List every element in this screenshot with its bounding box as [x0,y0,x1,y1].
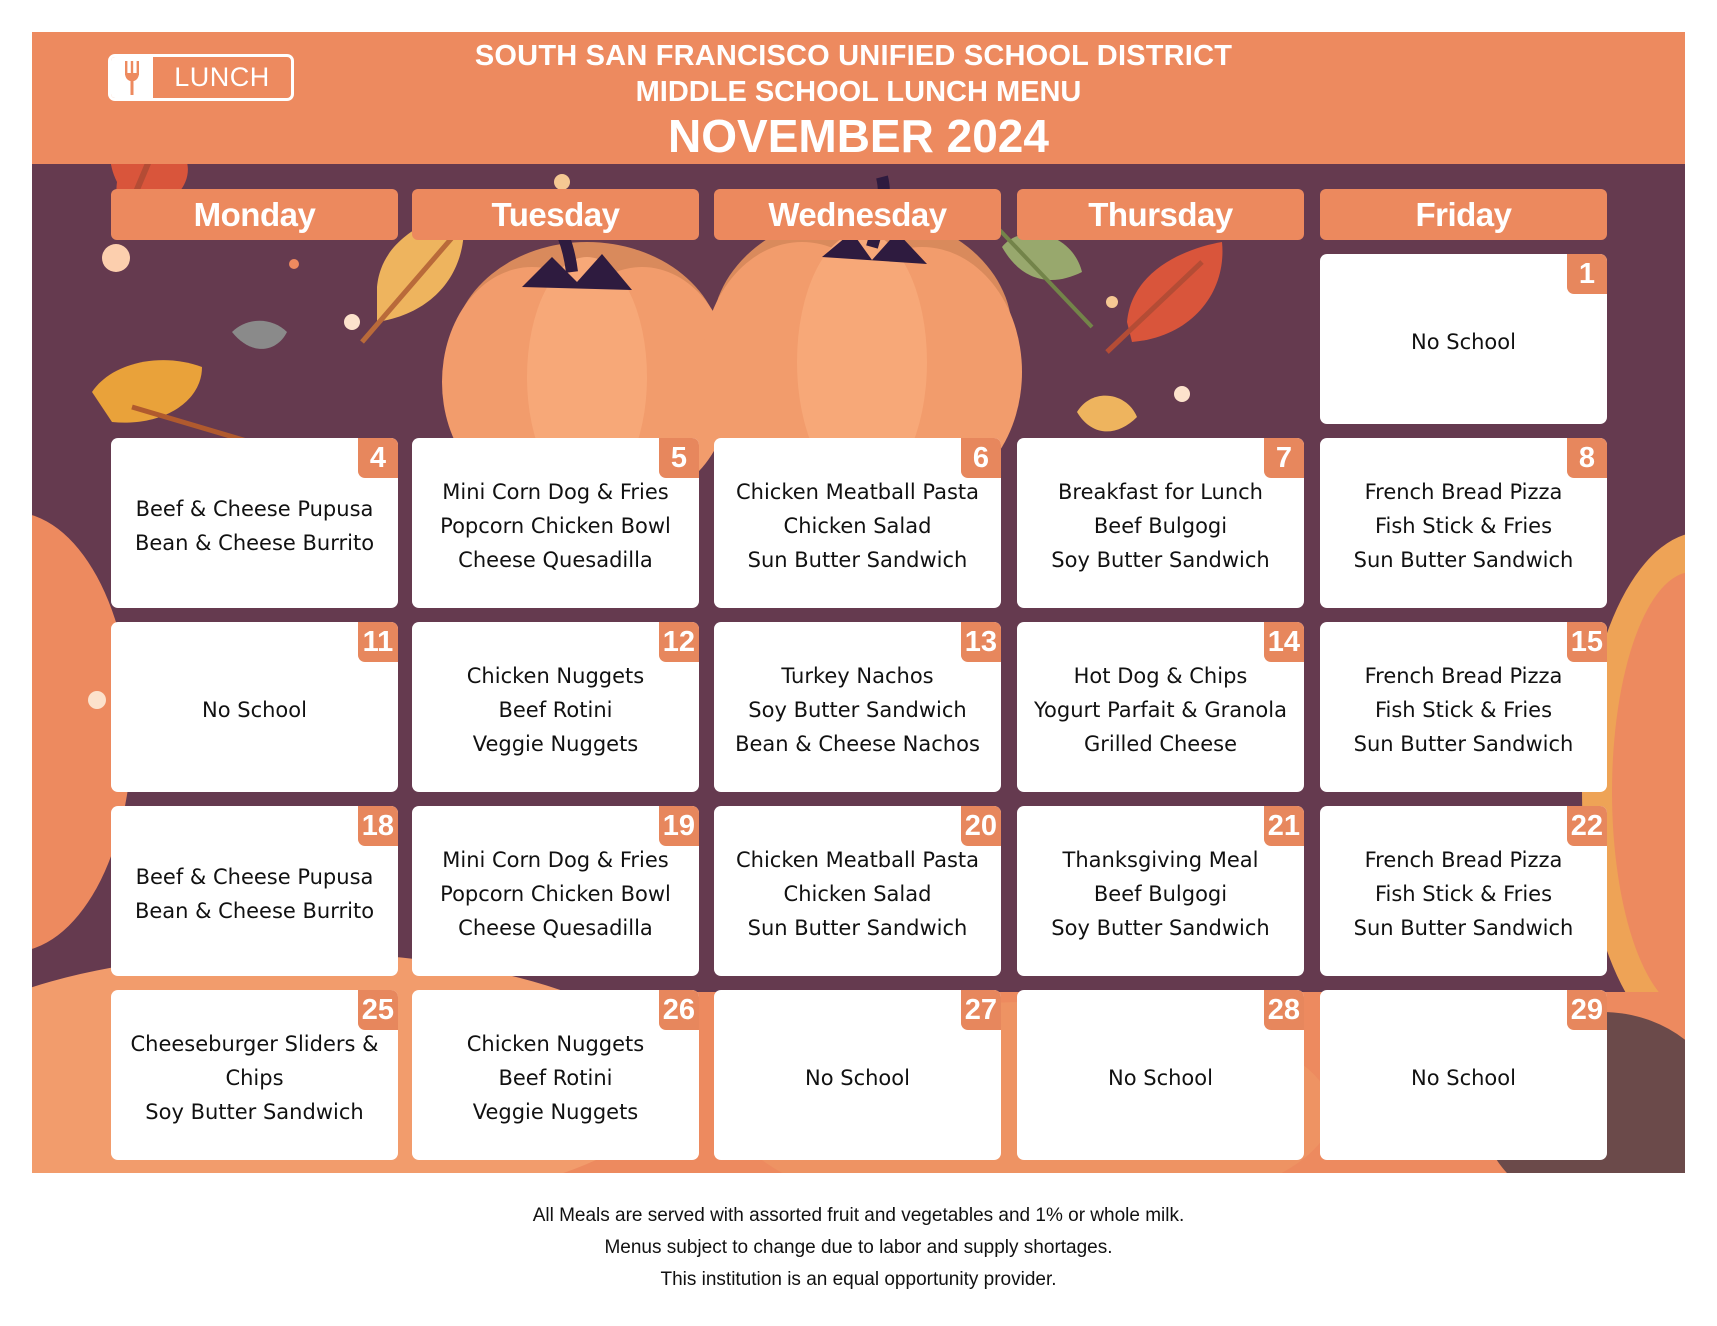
day-cell-5 [412,438,699,608]
date-badge: 6 [961,438,1001,478]
footer-note: All Meals are served with assorted fruit and vegetables and 1% or whole milk. [532,1205,1185,1226]
meal-list [1354,659,1574,761]
leaf-icon [1107,242,1222,352]
day-cell-11 [111,622,398,792]
no-school-label: No School [1108,1066,1213,1090]
meal-list [1411,1061,1516,1095]
footer-note: Menus subject to change due to labor and supply shortages. [604,1237,1113,1258]
meal-item: Soy Butter Sandwich [145,1100,364,1124]
date-badge: 8 [1567,438,1607,478]
meal-list [1034,659,1287,761]
meal-item: Hot Dog & Chips [1073,664,1248,688]
meal-item: Beef & Cheese Pupusa [135,497,374,521]
day-cell-19 [412,806,699,976]
day-cell-25 [111,990,398,1160]
meal-item: Bean & Cheese Nachos [735,732,980,756]
meal-item: Sun Butter Sandwich [1353,732,1574,756]
date-badge: 5 [659,438,699,478]
footer-note: This institution is an equal opportunity provider. [660,1269,1057,1290]
meal-item: Cheeseburger Sliders & [130,1032,379,1056]
meal-item: Soy Butter Sandwich [1051,916,1270,940]
meal-item: Chicken Meatball Pasta [736,848,979,872]
no-school-label: No School [202,698,307,722]
meal-item: French Bread Pizza [1364,480,1563,504]
date-badge: 22 [1567,806,1607,846]
footer-notes [0,1200,1717,1296]
date-badge: 11 [358,622,398,662]
district-title: SOUTH SAN FRANCISCO UNIFIED SCHOOL DISTRICT [474,40,1233,72]
day-cell-7 [1017,438,1304,608]
meal-item: Fish Stick & Fries [1374,698,1553,722]
meal-list [1051,843,1269,945]
weekday-header-monday: Monday [111,189,398,240]
date-badge: 27 [961,990,1001,1030]
meal-list [135,492,374,560]
meal-item: Breakfast for Lunch [1058,480,1263,504]
meal-item: Sun Butter Sandwich [747,548,968,572]
meal-item: Bean & Cheese Burrito [134,531,375,555]
date-badge: 28 [1264,990,1304,1030]
date-badge: 4 [358,438,398,478]
meal-list [1354,843,1574,945]
meal-item: Bean & Cheese Burrito [134,899,375,923]
day-cell-12 [412,622,699,792]
day-cell-29 [1320,990,1607,1160]
menu-title: MIDDLE SCHOOL LUNCH MENU [635,76,1082,108]
meal-item: Mini Corn Dog & Fries [442,848,669,872]
day-cell-28 [1017,990,1304,1160]
day-cell-8 [1320,438,1607,608]
logo-label: LUNCH [174,62,270,92]
no-school-label: No School [805,1066,910,1090]
meal-item: Sun Butter Sandwich [1353,548,1574,572]
meal-item: Beef Bulgogi [1093,882,1228,906]
meal-item: Sun Butter Sandwich [747,916,968,940]
meal-item: Veggie Nuggets [472,1100,639,1124]
meal-list [1051,475,1269,577]
meal-list [202,693,307,727]
meal-item: Sun Butter Sandwich [1353,916,1574,940]
date-badge: 7 [1264,438,1304,478]
weekday-header-wednesday: Wednesday [714,189,1001,240]
meal-item: Popcorn Chicken Bowl [440,514,671,538]
meal-item: French Bread Pizza [1364,848,1563,872]
date-badge: 15 [1567,622,1607,662]
meal-item: Veggie Nuggets [472,732,639,756]
day-cell-6 [714,438,1001,608]
meal-item: Soy Butter Sandwich [1051,548,1270,572]
meal-item: Soy Butter Sandwich [748,698,967,722]
leaf-icon [232,321,287,349]
day-cell-26 [412,990,699,1160]
meal-list [805,1061,910,1095]
date-badge: 29 [1567,990,1607,1030]
menu-poster [32,32,1685,1173]
meal-item: Beef & Cheese Pupusa [135,865,374,889]
meal-item: French Bread Pizza [1364,664,1563,688]
meal-item: Fish Stick & Fries [1374,514,1553,538]
month-title: NOVEMBER 2024 [668,110,1049,162]
meal-item: Thanksgiving Meal [1062,848,1259,872]
meal-item: Cheese Quesadilla [458,916,653,940]
meal-item: Chicken Salad [783,882,932,906]
meal-list [1411,325,1516,359]
meal-item: Fish Stick & Fries [1374,882,1553,906]
day-cell-1 [1320,254,1607,424]
weekday-header-friday: Friday [1320,189,1607,240]
date-badge: 21 [1264,806,1304,846]
weekday-header-tuesday: Tuesday [412,189,699,240]
meal-list [467,659,644,761]
day-cell-22 [1320,806,1607,976]
meal-item: Chicken Salad [783,514,932,538]
date-badge: 13 [961,622,1001,662]
meal-list [1354,475,1574,577]
no-school-label: No School [1411,1066,1516,1090]
meal-item: Chicken Nuggets [466,664,645,688]
day-cell-15 [1320,622,1607,792]
date-badge: 25 [358,990,398,1030]
day-cell-27 [714,990,1001,1160]
date-badge: 1 [1567,254,1607,294]
meal-item: Chicken Meatball Pasta [736,480,979,504]
meal-list [1108,1061,1213,1095]
meal-item: Popcorn Chicken Bowl [440,882,671,906]
day-cell-21 [1017,806,1304,976]
meal-list [130,1027,378,1129]
meal-list [440,843,671,945]
day-cell-14 [1017,622,1304,792]
day-cell-4 [111,438,398,608]
date-badge: 12 [659,622,699,662]
header-banner [32,32,1685,164]
meal-item: Chips [225,1066,284,1090]
meal-list [440,475,671,577]
meal-item: Cheese Quesadilla [458,548,653,572]
meal-item: Beef Rotini [498,1066,613,1090]
date-badge: 19 [659,806,699,846]
date-badge: 26 [659,990,699,1030]
meal-list [135,860,374,928]
meal-list [736,843,979,945]
meal-list [735,659,980,761]
leaf-icon [92,360,267,447]
meal-item: Turkey Nachos [781,664,934,688]
no-school-label: No School [1411,330,1516,354]
day-cell-13 [714,622,1001,792]
meal-list [736,475,979,577]
meal-item: Grilled Cheese [1083,732,1237,756]
meal-item: Mini Corn Dog & Fries [442,480,669,504]
meal-item: Beef Bulgogi [1093,514,1228,538]
meal-list [467,1027,644,1129]
date-badge: 20 [961,806,1001,846]
date-badge: 14 [1264,622,1304,662]
day-cell-20 [714,806,1001,976]
day-cell-18 [111,806,398,976]
date-badge: 18 [358,806,398,846]
meal-item: Beef Rotini [498,698,613,722]
meal-item: Yogurt Parfait & Granola [1034,698,1287,722]
meal-item: Chicken Nuggets [466,1032,645,1056]
weekday-header-thursday: Thursday [1017,189,1304,240]
leaf-icon [1077,396,1137,432]
